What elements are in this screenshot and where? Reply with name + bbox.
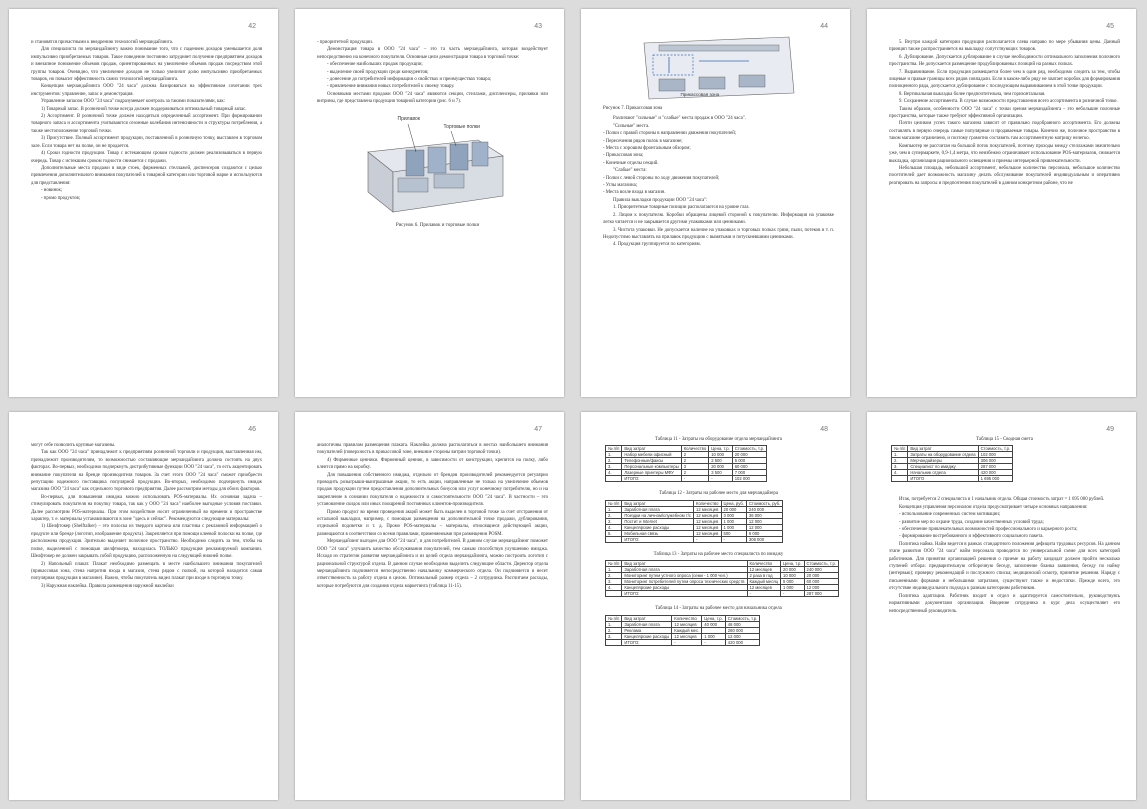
page-number: 46 bbox=[248, 426, 256, 433]
table-cell: 12 месяцев bbox=[694, 524, 722, 530]
table-cell bbox=[606, 639, 622, 645]
table-cell: 20 000 bbox=[721, 506, 746, 512]
table-row bbox=[606, 627, 760, 633]
paragraph: Таким образом, особенности ООО "24 часа" с точки зрения мерчандайзинга – это небольшие полочные пространства, которые также требуют эффективной организации. bbox=[889, 106, 1120, 120]
paragraph: 2) Напольный плакат. Плакат необходимо размещать в месте наибольшего внимания покупателей (прикассовая зона, стена напротив входа в магазин, стена рядом с полкой, на которой находится самая популярная продукция в магазине). Важно, чтобы покупатель видел плакат при входе в торговую точку. bbox=[31, 561, 262, 582]
table-cell: 1 000 bbox=[781, 585, 805, 591]
table-cell: 1 000 bbox=[721, 524, 746, 530]
paragraph: 4. Продукция группируется по категориям. bbox=[613, 242, 701, 248]
table-cell bbox=[606, 536, 622, 542]
figure-label: Прикассовая зона bbox=[680, 92, 720, 97]
list-item: - Полки с левой стороны по ходу движения покупателей; bbox=[603, 175, 720, 181]
table-cell: Мобильная связь bbox=[622, 530, 694, 536]
table-cell: 2 bbox=[681, 470, 709, 476]
table-cell: 3. bbox=[606, 518, 622, 524]
table-header-row bbox=[606, 615, 760, 621]
table-cell: - bbox=[747, 591, 781, 597]
paragraph: Правила выкладки продукции ООО "24 часа": bbox=[613, 197, 708, 203]
table-header-cell: № п/п bbox=[606, 615, 622, 621]
table-row bbox=[892, 452, 1013, 458]
list-item: - донесение до потребителей информации о свойствах и преимуществах товара; bbox=[327, 77, 492, 83]
table-cell: Канцелярские расходы bbox=[622, 524, 694, 530]
table-row bbox=[606, 476, 767, 482]
table-cell: Каждый мес. bbox=[672, 627, 702, 633]
paragraph: 5. Внутри каждой категории продукция располагается слева направо по мере убывания цены. Данный принцип также распространяется на выкладку сопутствующих товаров. bbox=[889, 40, 1120, 53]
paragraph: 8. Вертикальная выкладка более предпочтительна, чем горизонтальная. bbox=[899, 91, 1046, 97]
figure-caption: Рисунок 7. Прикассовая зона bbox=[603, 106, 663, 111]
table-cell bbox=[606, 591, 622, 597]
table-cell: 420 000 bbox=[725, 639, 759, 645]
paragraph: 3. Чистота упаковки. Не допускается наличие на упаковках и торговых полках грязи, пыли, потеков и т. п. Недопустимо выставлять на прилавок продукцию с вымятыми и потускневшими ценниками. bbox=[603, 227, 834, 240]
table-equipment bbox=[605, 445, 767, 482]
list-item: - Места с хорошим фронтальным обзором; bbox=[603, 146, 691, 152]
page-number: 44 bbox=[820, 23, 828, 30]
table-cell: 3 bbox=[681, 464, 709, 470]
table-cell: 60 000 bbox=[732, 464, 766, 470]
table-cell: Начальник отдела bbox=[908, 470, 978, 476]
table-cell: 12 месяцев bbox=[694, 530, 722, 536]
paragraph: 7. Выравнивание. Если продукция размещается более чем в один ряд, необходимо следить за тем, чтобы лицевые и правые границы всех рядов совпадали. Если в каком-либо ряду не хватает коробок для формирования полноценного ряда, допускается дублирование с последующим выравниванием в этой точке продукции. bbox=[889, 69, 1120, 90]
table-cell: 12 месяцев bbox=[672, 621, 702, 627]
paragraph: Основными местами продажи ООО "24 часа" являются секции, стеллажи, диспленсеры, прилавки или витрины, где представлена продукция товарной категории (рис. 6 и 7). bbox=[317, 91, 548, 105]
table-cell: Реклама bbox=[622, 627, 672, 633]
table-cell: 2 bbox=[681, 452, 709, 458]
page-text bbox=[31, 442, 262, 590]
page-text bbox=[603, 436, 834, 654]
paragraph: Во-первых, для повышения имиджа можно использовать POS-материалы. Их основная задача – стимулировать покупателя на покупку товара, так как у ООО "24 часа" наиболее выгодные условия поставки. Далее рассмотрим POS-материалы. При этом воздействие носит ограниченный во времени и пространстве характер, т. е. материалы устанавливаются в зоне "здесь и сейчас". Рекомендуются следующие материалы: bbox=[31, 494, 262, 523]
table-cell: 2. bbox=[606, 573, 622, 579]
table-cell: 1. bbox=[606, 506, 622, 512]
paragraph: Для повышения собственного имиджа, отдельно от брендов производителей рекомендуется регулярно проводить розыгрыши-выигрышные акции, то есть акции, направленные не только на увеличение объемов продаж продукции путем предоставления дополнительных бонусов или услуг конечному потребителю, но и на закрепление в сознании покупателя о надежности и самостоятельности ООО "24 часа". В частности – это установление скидок или иных поощрений постоянных клиентов-производителя. bbox=[317, 472, 548, 508]
table-cell: ИТОГО: bbox=[622, 536, 694, 542]
paragraph: могут себе позволить крупные магазины. bbox=[31, 443, 116, 448]
table-cell: 240 000 bbox=[804, 567, 838, 573]
table-cell: 3. bbox=[606, 464, 622, 470]
table-header-cell: № п/п bbox=[892, 446, 908, 452]
table-cell: Мониторинг путем устного опроса (семи - 1 000 чел.) bbox=[622, 573, 747, 579]
table-cell: 12 месяцев bbox=[694, 506, 722, 512]
table-cell: 12 месяцев bbox=[672, 633, 702, 639]
list-item: - обеспечение привлекательных возможностей профессионального и карьерного роста; bbox=[899, 527, 1078, 533]
table-cell: Лазерные принтеры МФУ bbox=[622, 470, 681, 476]
table-header-cell: Цена, руб. bbox=[721, 500, 746, 506]
table-cell bbox=[892, 476, 908, 482]
table-title: Таблица 13 - Затраты на рабочее место специалиста по имиджу bbox=[653, 551, 784, 557]
table-cell bbox=[606, 476, 622, 482]
paragraph: аналогичны правилам размещения плаката. Наклейка должна располагаться в местах наибольшего внимания покупателей (поверхность в прикассовой зоне, внешние стороны витрин торговой точки). bbox=[317, 443, 548, 456]
table-cell: 420 000 bbox=[978, 470, 1012, 476]
table-row bbox=[606, 536, 783, 542]
table-cell: Заработная плата bbox=[622, 567, 747, 573]
table-cell: 6 000 bbox=[746, 530, 782, 536]
figure-label: Торговые полки bbox=[443, 123, 480, 130]
table-cell: 4. bbox=[606, 585, 622, 591]
table-title: Таблица 15 - Сводная смета bbox=[976, 437, 1033, 442]
paragraph: 4) Сроки годности продукции. Товар с истекающим сроком годности должен реализовываться в первую очередь. Товар с истекшим сроком годности снимается с продажи. bbox=[31, 151, 262, 164]
table-cell: 3 000 bbox=[721, 512, 746, 518]
document-page bbox=[867, 412, 1136, 800]
list-item: - Места возле входа в магазин. bbox=[603, 190, 666, 196]
table-cell: 2. bbox=[606, 512, 622, 518]
list-item: - привлечение внимания новых потребителей к своему товару. bbox=[327, 84, 455, 90]
table-cell: 102 000 bbox=[732, 476, 766, 482]
paragraph: Почти целиком успех такого магазина зависит от правильно подобранного ассортимента. Его должны составлять в первую очередь самые популярные и продаваемые товары. Конечно же, полочное пространство в таком магазине ограничено, и поэтому грамотно составить там ассортиментную матрицу нелегко. bbox=[889, 121, 1120, 142]
table-row bbox=[892, 476, 1013, 482]
table-cell: 287 000 bbox=[804, 591, 838, 597]
table-header-cell: Вид затрат bbox=[908, 446, 978, 452]
table-cell: 20 000 bbox=[732, 452, 766, 458]
document-page bbox=[867, 9, 1136, 397]
page-text bbox=[317, 39, 548, 229]
table-summary-estimate bbox=[891, 445, 1013, 482]
table-cell: 60 000 bbox=[804, 579, 838, 585]
table-cell: 2 bbox=[681, 458, 709, 464]
table-head-of-department bbox=[605, 615, 760, 646]
page-text bbox=[889, 39, 1120, 187]
list-item: - развитие мер по охране труда, создание качественных условий труда; bbox=[899, 519, 1044, 525]
table-cell: ИТОГО: bbox=[622, 639, 672, 645]
table-cell: 12 000 bbox=[804, 585, 838, 591]
list-item: - приоритетной продукции. bbox=[317, 40, 374, 45]
paragraph: Политика адаптации. Работник входит в отдел и адаптируется самостоятельно, руководствуясь нормативными документами организации. Введение сотрудника в курс дела осуществляет его непосредственный руководитель. bbox=[889, 593, 1120, 614]
list-item: - формирование востребованного и эффективного социального пакета. bbox=[899, 534, 1044, 540]
paragraph: 1. Приоритетные товарные позиции располагаются на уровне глаз. bbox=[613, 205, 750, 211]
table-cell: 5 000 bbox=[732, 458, 766, 464]
table-header-cell: Стоимость, т.р. bbox=[725, 615, 759, 621]
table-cell: 102 000 bbox=[978, 452, 1012, 458]
table-title: Таблица 14 - Затраты на рабочее место для начальника отдела bbox=[655, 606, 782, 612]
page-text bbox=[603, 39, 834, 249]
list-item: - Конечные отделы секций. bbox=[603, 160, 659, 166]
table-cell: Заработная плата bbox=[622, 506, 694, 512]
table-cell: Каждый месяц bbox=[747, 579, 781, 585]
table-row bbox=[606, 639, 760, 645]
table-cell: 287 000 bbox=[978, 464, 1012, 470]
table-cell: 1 695 000 bbox=[978, 476, 1012, 482]
page-text bbox=[317, 442, 548, 590]
paragraph: 3) Присутствие. Полный ассортимент продукции, поставленной в розничную точку, выставлен в торговом зале. Если товара нет на полке, он не продается. bbox=[31, 136, 262, 149]
list-item: - новинок; bbox=[41, 188, 63, 194]
table-cell: 2. bbox=[606, 627, 622, 633]
table-cell: - bbox=[721, 536, 746, 542]
table-header-cell: Цена, т.р. bbox=[781, 561, 805, 567]
table-cell: 2 раза в год bbox=[747, 573, 781, 579]
page-number: 45 bbox=[1106, 23, 1114, 30]
table-cell: 3 500 bbox=[709, 470, 733, 476]
paragraph: 1) Товарный запас. В розничной точке всегда должен поддерживаться оптимальный товарный запас. bbox=[41, 106, 247, 112]
table-cell: Набор мебели офисный bbox=[622, 452, 681, 458]
table-cell: - bbox=[681, 476, 709, 482]
table-cell: 12 месяцев bbox=[747, 585, 781, 591]
store-shelves-illustration bbox=[358, 112, 508, 220]
table-row bbox=[892, 464, 1013, 470]
table-header-cell: Стоимость, руб. bbox=[746, 500, 782, 506]
table-cell: 12 месяцев bbox=[747, 567, 781, 573]
paragraph: Небольшая площадь, небольшой ассортимент, небольшое количество персонала, небольшое количество посетителей дает возможность магазину делать обслуживание покупателей индивидуальным и оперативно реагировать на запросы и предпочтения покупателей в данном конкретном районе, что не bbox=[889, 165, 1120, 186]
table-cell: 280 000 bbox=[725, 627, 759, 633]
document-page bbox=[295, 412, 564, 800]
table-header-cell: Количество bbox=[681, 446, 709, 452]
document-page bbox=[9, 412, 278, 800]
table-cell: 3. bbox=[606, 579, 622, 585]
table-cell: 1. bbox=[606, 621, 622, 627]
document-page bbox=[9, 9, 278, 397]
table-cell: 3. bbox=[606, 633, 622, 639]
paragraph: Промо продукт во время проведения акций может быть выделен в торговой точке за счет отстранения от остальной выкладки, например, с помощью размещения на дополнительной точке продажи, дублирования, отдельной подсветки и т. д. Промо POS-материалы – материалы, относящиеся действующей акции, размещаются в соответствии со всеми правилами, применяемыми при размещении POSM. bbox=[317, 509, 548, 537]
list-item: - промо продуктов; bbox=[41, 195, 81, 201]
table-cell: ИТОГО bbox=[908, 476, 978, 482]
paragraph: 9. Сохранение ассортимента. В случае возможности представления всего ассортимента в розничной точке. bbox=[899, 99, 1118, 105]
figure-label: Прилавок bbox=[397, 115, 420, 122]
table-header-cell: Стоимость, т.р. bbox=[804, 561, 838, 567]
paragraph: "Сильные" места. bbox=[613, 123, 650, 129]
table-cell: 2. bbox=[606, 458, 622, 464]
table-cell: 1. bbox=[606, 452, 622, 458]
table-cell: 500 bbox=[721, 530, 746, 536]
table-cell: 3. bbox=[892, 464, 908, 470]
figure-caption: Рисунок 6. Прилавок и торговые полки bbox=[395, 222, 480, 228]
paragraph: Концепция управления персоналом отдела предусматривает четыре основных направления: bbox=[899, 504, 1088, 510]
table-cell: ИТОГО: bbox=[622, 591, 747, 597]
table-cell: Постит и Internet bbox=[622, 518, 694, 524]
table-cell: 5 000 bbox=[781, 579, 805, 585]
page-text bbox=[31, 39, 262, 202]
figure-counter-shelves bbox=[358, 112, 508, 220]
document-page bbox=[295, 9, 564, 397]
table-cell: 7 000 bbox=[732, 470, 766, 476]
paragraph: Мерчандайзинг выгоден для ООО "24 часа", и для потребителей. В данном случае мерчандайзинг поможет ООО "24 часа" улучшить качество обслуживания покупателей, тем самым способствуя улучшению имиджа. Исходя из стратегии развития мерчандайзинга и из целей отдела мерчандайзинга, можно построить логотип с рациональной структурой отдела. В данном случае необходимо выделить следующие области. Директор отдела мерчандайзинга подчиняется непосредственно начальнику коммерческого отдела. Он подчиняется и несет ответственность за работу отдела в целом. Оптимальный размер отдела – 2 сотрудника. Рассчитаем расходы, которые потребуются для создания отдела маркетинга (таблица 11-15). bbox=[317, 539, 548, 589]
table-cell: 5. bbox=[606, 530, 622, 536]
table-header-cell: Стоимость, т.р. bbox=[732, 446, 766, 452]
table-row bbox=[606, 633, 760, 639]
table-header-cell: Вид затрат bbox=[622, 615, 672, 621]
table-header-cell: Вид затрат bbox=[622, 561, 747, 567]
table-cell: 2 500 bbox=[709, 458, 733, 464]
table-cell: 1. bbox=[892, 452, 908, 458]
table-cell: 12 000 bbox=[746, 524, 782, 530]
table-header-cell: № п/п bbox=[606, 500, 622, 506]
table-header-cell: Цена, т.р. bbox=[709, 446, 733, 452]
page-text bbox=[889, 436, 1120, 615]
table-cell: Поездки на личном/служебном т/с bbox=[622, 512, 694, 518]
table-cell: 306 000 bbox=[746, 536, 782, 542]
table-header-cell: Вид затрат bbox=[622, 500, 694, 506]
table-header-cell: Вид затрат bbox=[622, 446, 681, 452]
table-cell: Телефонные/факсы bbox=[622, 458, 681, 464]
list-item: - обеспечение наибольших продаж продукции; bbox=[327, 62, 423, 68]
table-cell: 240 000 bbox=[746, 506, 782, 512]
table-header-cell: № п/п bbox=[606, 561, 622, 567]
table-cell: 4. bbox=[892, 470, 908, 476]
page-number: 47 bbox=[534, 426, 542, 433]
paragraph: Различают "сильные" и "слабые" места продаж в ООО "24 часа". bbox=[613, 116, 746, 122]
paragraph: 3) Наружная наклейка. Правила размещения наружной наклейки bbox=[41, 583, 174, 589]
table-cell: Персональные компьютеры bbox=[622, 464, 681, 470]
page-number: 43 bbox=[534, 23, 542, 30]
list-item: - Полки с правой стороны в направлении движения покупателей; bbox=[603, 131, 737, 137]
list-item: - Углы магазина; bbox=[603, 183, 638, 189]
table-cell: Мерчандайзеры bbox=[908, 458, 978, 464]
table-title: Таблица 12 - Затраты на рабочее место для мерчандайзера bbox=[659, 491, 778, 497]
table-cell: Канцелярские расходы bbox=[622, 585, 747, 591]
table-title: Таблица 11 - Затраты на оборудование отдела мерчандайзинга bbox=[655, 437, 782, 442]
table-cell: 20 000 bbox=[781, 567, 805, 573]
table-cell: 12 000 bbox=[725, 633, 759, 639]
table-cell: - bbox=[781, 591, 805, 597]
table-header-row bbox=[606, 446, 767, 452]
paragraph: 2. Лицом к покупателю. Коробки обращены лицевой стороной к покупателю. Информация на упаковке легко читается и не закрывается другими упаковками или ценниками. bbox=[603, 212, 834, 226]
table-cell: 4. bbox=[606, 470, 622, 476]
table-row bbox=[606, 591, 839, 597]
table-header-cell: Количество bbox=[747, 561, 781, 567]
paragraph: Политика найма. Найм ведется в рамках стандартного положения дефицита трудовых ресурсов. На данном этапе развития ООО "24 часа" найм персонала проводится по универсальной схеме для всех категорий работников. Для принятия организацией решения о приеме на работу кандидат должен пройти несколько ступеней отбора: предварительную отборочную беседу, заполнение бланка заявления, беседу по найму (интервью); проверку рекомендаций и послужного списка; медицинский осмотр, принятие решения. Наряду с письменными формами и небольшими затратами, существуют также и недостатки. Прежде всего, это отсутствие индивидуального подхода к разным категориям работников. bbox=[889, 541, 1120, 592]
list-item: - выделение своей продукции среди конкурентов; bbox=[327, 69, 429, 75]
table-header-cell: № п/п bbox=[606, 446, 622, 452]
paragraph: 2) Ассортимент. В розничной точке должен находиться определенный ассортимент. При формировании товарного запаса и ассортимента учитываются сезонные колебания интенсивности и структуры потребления, а также местоположение торговой точки. bbox=[31, 114, 262, 134]
list-item: - Прикассовая зона; bbox=[603, 153, 644, 159]
paragraph: Демонстрация товара в ООО "24 часа" – это та часть мерчандайзинга, которая воздействует непосредственно на конечного покупателя. Основные цели демонстрации товара в торговой точке: bbox=[317, 47, 548, 60]
paragraph: Компьютер не рассчитан на большой поток покупателей, поэтому проходы между стеллажами значительно уже, чем в супермаркете, 0,9-1,4 метра, что неизбежно ограничивает использование POS-материалов, снижается выкладка, организация рационального освещения и приемы интерьерной привлекательности. bbox=[889, 143, 1120, 164]
paragraph: Управление запасом ООО "24 часа" подразумевает контроль за такими показателями, как: bbox=[41, 99, 226, 105]
page-number: 42 bbox=[248, 23, 256, 30]
table-cell: 1 000 bbox=[721, 518, 746, 524]
figure-checkout-zone bbox=[639, 33, 799, 103]
table-cell: 20 000 bbox=[804, 573, 838, 579]
table-cell: 4. bbox=[606, 524, 622, 530]
table-cell: 48 000 bbox=[725, 621, 759, 627]
table-cell: 1 000 bbox=[702, 633, 726, 639]
table-cell: 12 месяцев bbox=[694, 518, 722, 524]
table-cell: Канцелярские расходы bbox=[622, 633, 672, 639]
paragraph: 4) Фирменные ценники. Фирменный ценник, в зависимости от конструкции, крепится на полку, либо клеится прямо на коробку. bbox=[317, 457, 548, 471]
table-header-cell: Количество bbox=[694, 500, 722, 506]
list-item: - Пересечения рядов полок в магазине; bbox=[603, 138, 683, 144]
paragraph: 6. Дублирование. Допускается дублирование в случае необходимости оптимального заполнения полочного пространства. Не допускается размещение продублированных позиций на разных полках. bbox=[889, 54, 1120, 68]
table-cell: 36 000 bbox=[746, 512, 782, 518]
page-number: 49 bbox=[1106, 426, 1114, 433]
table-image-specialist bbox=[605, 560, 839, 597]
document-page bbox=[581, 9, 850, 397]
table-cell: - bbox=[672, 639, 702, 645]
table-cell: - bbox=[702, 639, 726, 645]
paragraph: Дополнительные места продажи в виде стоек, фирменных стеллажей, диспенсеров создаются с целью привлечения дополнительного внимания покупателей к товарной категории или торговой марке и используются для представления: bbox=[31, 165, 262, 186]
table-cell: - bbox=[709, 476, 733, 482]
table-cell: Специалист по имиджу bbox=[908, 464, 978, 470]
table-cell: 12 000 bbox=[746, 518, 782, 524]
paragraph: и становятся причастными к внедрению технологий мерчандайзинга. bbox=[31, 40, 174, 45]
table-cell: - bbox=[694, 536, 722, 542]
document-page bbox=[581, 412, 850, 800]
table-cell: Мониторинг потребителей путем опроса технических средств bbox=[622, 579, 747, 585]
paragraph: Так как ООО "24 часа" принадлежит к предприятиям розничной торговли и продукция, выставленная им, принадлежит производителям, то возможностью составляющие мерчандайзинга должна состоять на двух факторах. Во-первых, необходимо подчеркнуть дистрибутивные функции ООО "24 часа", то есть акцентировать внимание покупателя на бренде производителя товаров. За счет этого ООО "24 часа" сможет приобрести репутацию надежного поставщика популярной продукции. Во-вторых, необходимо подчеркнуть имидж магазина ООО "24 часа" как отдельного торгового предприятия. Далее рассмотрим методы для обоих факторов. bbox=[31, 450, 262, 493]
table-header-cell: Стоимость, т.р. bbox=[978, 446, 1012, 452]
paragraph: Для специалиста по мерчандайзингу важно понимание того, что с падением доходов уменьшается доля импульсивно приобретаемых товаров. Такое поведение постоянно затрудняет получение предприятием доходов и внезапное понижение объемов продаж, ориентированных на увеличение объемов продаж посредством этой группы товаров. Очевидно, что увеличение доходов не только увеличит долю импульсивно приобретаемых товаров, но повысит эффективность самих технологий мерчандайзинга. bbox=[31, 47, 262, 83]
table-cell: 306 000 bbox=[978, 458, 1012, 464]
paragraph: "Слабые" места: bbox=[613, 168, 647, 174]
table-cell: 10 000 bbox=[709, 452, 733, 458]
table-header-cell: Количество bbox=[672, 615, 702, 621]
table-cell: Заработная плата bbox=[622, 621, 672, 627]
table-cell: 40 000 bbox=[702, 621, 726, 627]
paragraph: Итак, потребуется 2 специалиста и 1 начальник отдела. Общая стоимость затрат = 1 695 000 рублей. bbox=[899, 497, 1105, 503]
table-cell: Затраты на оборудование отдела bbox=[908, 452, 978, 458]
table-cell: 20 000 bbox=[709, 464, 733, 470]
table-header-cell: Цена, т.р. bbox=[702, 615, 726, 621]
table-cell: 12 месяцев bbox=[694, 512, 722, 518]
table-cell: 2. bbox=[892, 458, 908, 464]
table-merchandiser bbox=[605, 500, 783, 543]
page-number: 48 bbox=[820, 426, 828, 433]
paragraph: 1) Шелфтокер (Shelftalker) – это полоска из твердого картона или пластика с рекламной информацией о продукте или бренде (логотип, изображение продукта). Закрепляется при помощи клеевой полоски на полке, где расположена продукция. Зрительно выделяет полочное пространство. Необходимо следить за тем, чтобы на полке, выделенной с помощью шелфтокера, находилась ТОЛЬКО продукция рекламируемой компании. Шелфтокер не должен закрывать собой продукцию, расположенную на следующей нижней полке. bbox=[31, 524, 262, 560]
paragraph: Концепция мерчандайзинга ООО "24 часа" должна базироваться на эффективном сочетании трех инструментов: управление, запас и демонстрация. bbox=[31, 84, 262, 97]
list-item: - использование современных систем мотивации; bbox=[899, 512, 1001, 518]
table-cell: ИТОГО: bbox=[622, 476, 681, 482]
table-cell: 1. bbox=[606, 567, 622, 573]
table-cell: 10 000 bbox=[781, 573, 805, 579]
table-row bbox=[606, 621, 760, 627]
